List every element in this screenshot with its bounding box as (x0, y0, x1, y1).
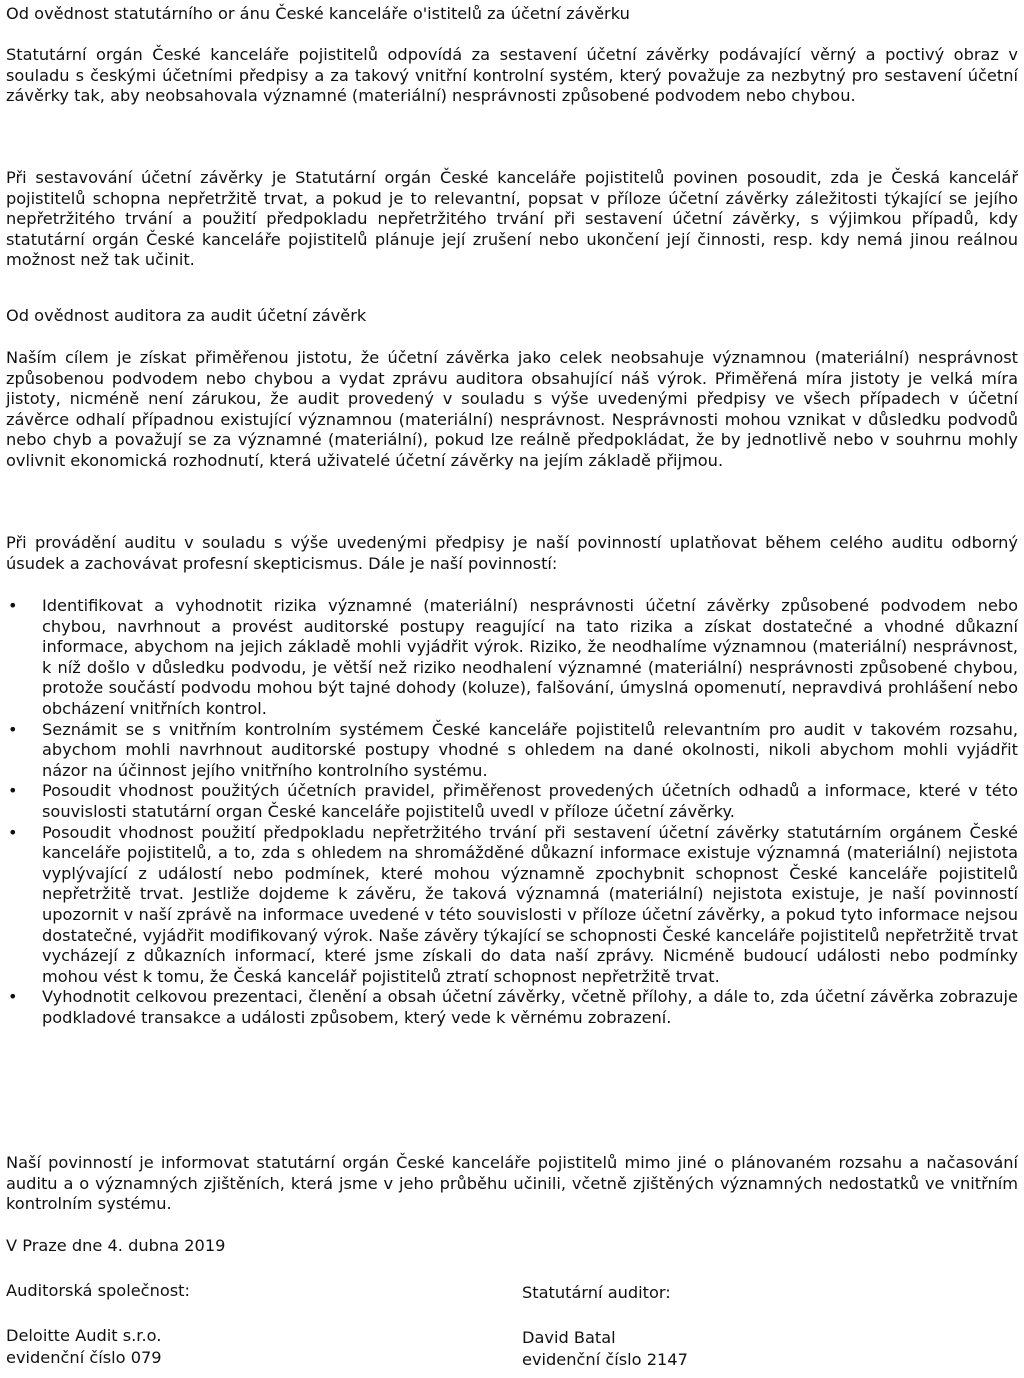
section-heading-statutory-responsibility: Od ovědnost statutárního or ánu České kanceláře o'istitelů za účetní závěrku (6, 4, 630, 23)
bullet-point: • (8, 987, 18, 1007)
bullet-point: • (8, 822, 18, 842)
section-heading-auditor-responsibility: Od ovědnost auditora za audit účetní závěrk (6, 306, 367, 325)
bullet-point: • (8, 596, 18, 615)
audit-firm-name: Deloitte Audit s.r.o. (6, 1326, 162, 1345)
paragraph-communication-duty: Naší povinností je informovat statutární orgán České kanceláře pojistitelů mimo jiné o plánovaném rozsahu a načasování auditu a o významných zjištěních, která jsme v jeho průběhu učinili, včetně zjištěných významných nedostatků ve vnitřním kontrolním systému. (6, 1153, 1018, 1214)
paragraph-audit-objective: Naším cílem je získat přiměřenou jistotu, že účetní závěrka jako celek neobsahuje významnou (materiální) nesprávnost způsobenou podvodem nebo chybou a vydat zprávu auditora obsahující náš výrok. Přiměřená míra jistoty je velká míra jistoty, nicméně není zárukou, že audit provedený v souladu s výše uvedenými předpisy ve všech případech v účetní závěrce odhalí případnou existující významnou (materiální) nesprávnost. Nesprávnosti mohou vznikat v důsledku podvodů nebo chyb a považují se za významné (materiální), pokud lze reálně předpokládat, že by jednotlivě nebo v souhrnu mohly ovlivnit ekonomická rozhodnutí, která uživatelé účetní závěrky na jejím základě přijmou. (6, 348, 1018, 470)
statutory-auditor-registration: evidenční číslo 2147 (522, 1350, 688, 1369)
list-item-text: Identifikovat a vyhodnotit rizika významné (materiální) nesprávnosti účetní závěrky způsobené podvodem nebo chybou, navrhnout a provést auditorské postupy reagující na tato rizika a získat dostatečné a vhodné důkazní informace, abychom na jejich základě mohli vyjádřit výrok. Riziko, že neodhalíme významnou (materiální) nesprávnost, k níž došlo v důsledku podvodu, je větší než riziko neodhalení významné (materiální) nesprávnosti způsobené chybou, protože součástí podvodu mohou být tajné dohody (koluze), falšování, úmyslná opomenutí, nepravdivá prohlášení nebo obcházení vnitřních kontrol. (42, 596, 1018, 718)
list-item-text: Posoudit vhodnost použití předpokladu nepřetržitého trvání při sestavení účetní závěrky statutárním orgánem České kanceláře pojistitelů, a to, zda s ohledem na shromážděné důkazní informace existuje významná (materiální) nejistota vyplývající z událostí nebo podmínek, které mohou významně zpochybnit schopnost České kanceláře pojistitelů nepřetržitě trvat. Jestliže dojdeme k závěru, že taková významná (materiální) nejistota existuje, je naší povinností upozornit v naší zprávě na informace uvedené v této souvislosti v příloze účetní závěrky, a pokud tyto informace nejsou dostatečné, vyjádřit modifikovaný výrok. Naše závěry týkající se schopnosti České kanceláře pojistitelů nepřetržitě trvat vycházejí z důkazních informací, které jsme získali do data naší zprávy. Nicméně budoucí události nebo podmínky mohou vést k tomu, že Česká kancelář pojistitelů ztratí schopnost nepřetržitě trvat. (42, 822, 1018, 986)
audit-firm-title: Auditorská společnost: (6, 1281, 190, 1300)
audit-duties-list (6, 596, 1018, 1028)
list-item (6, 596, 1018, 720)
list-item-text: Vyhodnotit celkovou prezentaci, členění a obsah účetní závěrky, včetně přílohy, a dále to, zda účetní závěrka zobrazuje podkladové transakce a události způsobem, který vede k věrnému zobrazení. (42, 987, 1018, 1027)
audit-firm-registration: evidenční číslo 079 (6, 1348, 162, 1367)
statutory-auditor-title: Statutární auditor: (522, 1283, 671, 1302)
list-item (6, 781, 1018, 822)
bullet-point: • (8, 781, 18, 801)
paragraph-audit-duties-intro: Při provádění auditu v souladu s výše uvedenými předpisy je naší povinností uplatňovat během celého auditu odborný úsudek a zachovávat profesní skepticismus. Dále je naší povinností: (6, 533, 1018, 573)
list-item (6, 823, 1018, 988)
list-item (6, 720, 1018, 782)
list-item (6, 987, 1018, 1028)
bullet-point: • (8, 719, 18, 739)
list-item-text: Seznámit se s vnitřním kontrolním systémem České kanceláře pojistitelů relevantním pro audit v takovém rozsahu, abychom mohli navrhnout auditorské postupy vhodné s ohledem na dané okolnosti, nikoli abychom mohli vyjádřit názor na účinnost jejího vnitřního kontrolního systému. (42, 719, 1018, 780)
place-and-date: V Praze dne 4. dubna 2019 (6, 1236, 226, 1255)
statutory-auditor-name: David Batal (522, 1328, 616, 1347)
paragraph-going-concern: Při sestavování účetní závěrky je Statutární orgán České kanceláře pojistitelů povinen posoudit, zda je Česká kancelář pojistitelů schopna nepřetržitě trvat, a pokud je to relevantní, popsat v příloze účetní závěrky záležitosti týkající se jejího nepřetržitého trvání a použití předpokladu nepřetržitého trvání při sestavení účetní závěrky, s výjimkou případů, kdy statutární orgán České kanceláře pojistitelů plánuje její zrušení nebo ukončení její činnosti, resp. kdy nemá jinou reálnou možnost než tak učinit. (6, 168, 1018, 270)
list-item-text: Posoudit vhodnost použitých účetních pravidel, přiměřenost provedených účetních odhadů a informace, které v této souvislosti statutární organ České kanceláře pojistitelů uvedl v příloze účetní závěrky. (42, 781, 1018, 821)
paragraph-statutory-responsibility: Statutární orgán České kanceláře pojistitelů odpovídá za sestavení účetní závěrky podávající věrný a poctivý obraz v souladu s českými účetními předpisy a za takový vnitřní kontrolní systém, který považuje za nezbytný pro sestavení účetní závěrky tak, aby neobsahovala významné (materiální) nesprávnosti způsobené podvodem nebo chybou. (6, 45, 1018, 106)
